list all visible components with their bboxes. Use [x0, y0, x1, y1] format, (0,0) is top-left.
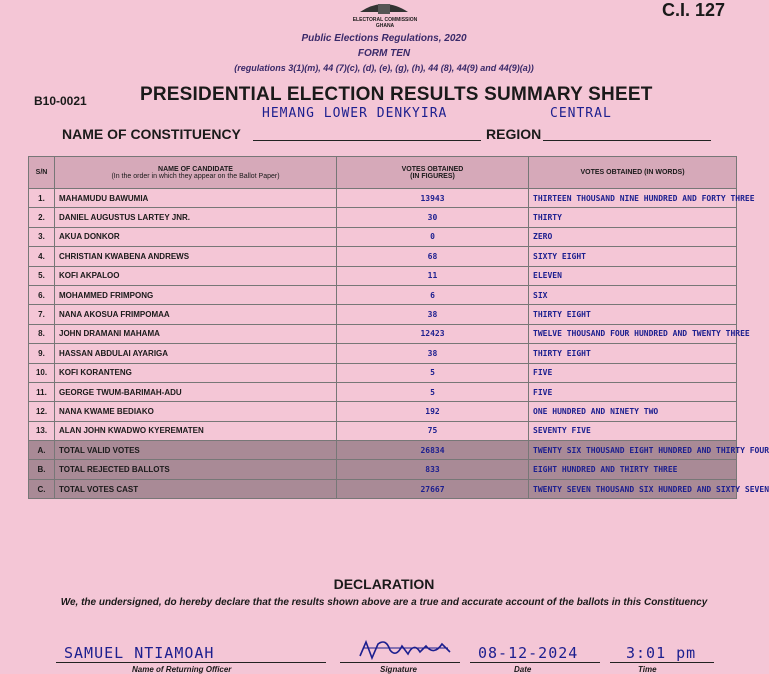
votes-words: SEVENTY FIVE [529, 421, 737, 440]
candidate-name: AKUA DONKOR [55, 227, 337, 246]
row-sn: C. [29, 479, 55, 498]
row-sn: 3. [29, 227, 55, 246]
table-row [29, 382, 737, 401]
total-row [29, 441, 737, 460]
officer-name-value: SAMUEL NTIAMOAH [64, 644, 215, 662]
votes-figures: 26834 [337, 441, 529, 460]
declaration-text: We, the undersigned, do hereby declare that the results shown above are a true and accurate account of the ballots in this Constituency [60, 597, 708, 608]
commission-label: ELECTORAL COMMISSION [352, 17, 418, 23]
coat-of-arms-icon [356, 0, 412, 16]
votes-words: ZERO [529, 227, 737, 246]
candidate-name: NANA KWAME BEDIAKO [55, 402, 337, 421]
candidate-name: CHRISTIAN KWABENA ANDREWS [55, 247, 337, 266]
votes-figures: 0 [337, 227, 529, 246]
votes-words: THIRTY EIGHT [529, 305, 737, 324]
table-row [29, 344, 737, 363]
constituency-value: HEMANG LOWER DENKYIRA [262, 106, 448, 121]
date-label: Date [514, 665, 532, 674]
votes-figures: 6 [337, 285, 529, 304]
row-sn: 11. [29, 382, 55, 401]
row-sn: 6. [29, 285, 55, 304]
votes-words: FIVE [529, 363, 737, 382]
time-value: 3:01 pm [626, 644, 697, 662]
constituency-label: NAME OF CONSTITUENCY [62, 126, 241, 142]
candidate-name: TOTAL REJECTED BALLOTS [55, 460, 337, 479]
date-value: 08-12-2024 [478, 644, 579, 662]
table-row [29, 305, 737, 324]
votes-words: THIRTY EIGHT [529, 344, 737, 363]
votes-figures: 5 [337, 382, 529, 401]
table-row [29, 266, 737, 285]
votes-figures: 11 [337, 266, 529, 285]
votes-words: ONE HUNDRED AND NINETY TWO [529, 402, 737, 421]
header-candidate-label: NAME OF CANDIDATE [158, 165, 233, 173]
row-sn: 7. [29, 305, 55, 324]
declaration-heading: DECLARATION [333, 576, 435, 592]
regulations-title: Public Elections Regulations, 2020 [301, 33, 467, 44]
signature-scribble-icon [356, 636, 456, 662]
votes-words: THIRTEEN THOUSAND NINE HUNDRED AND FORTY THREE [529, 189, 737, 208]
candidate-name: DANIEL AUGUSTUS LARTEY JNR. [55, 208, 337, 227]
header-sn: S/N [29, 157, 55, 189]
votes-figures: 38 [337, 305, 529, 324]
commission-name [340, 17, 430, 29]
regulation-refs: (regulations 3(1)(m), 44 (7)(c), (d), (e), (g), (h), 44 (8), 44(9) and 44(9)(a)) [234, 63, 534, 73]
votes-figures: 833 [337, 460, 529, 479]
table-row [29, 208, 737, 227]
date-underline [470, 662, 600, 663]
row-sn: 5. [29, 266, 55, 285]
constituency-underline [253, 140, 481, 141]
form-title: FORM TEN [357, 48, 411, 59]
results-table [28, 156, 769, 499]
votes-figures: 192 [337, 402, 529, 421]
candidate-name: HASSAN ABDULAI AYARIGA [55, 344, 337, 363]
votes-figures: 68 [337, 247, 529, 266]
officer-underline [56, 662, 326, 663]
total-row [29, 460, 737, 479]
header-figures [337, 157, 529, 189]
votes-words: ELEVEN [529, 266, 737, 285]
votes-words: TWENTY SEVEN THOUSAND SIX HUNDRED AND SIXTY SEVEN [529, 479, 737, 498]
region-underline [543, 140, 711, 141]
candidate-name: TOTAL VALID VOTES [55, 441, 337, 460]
row-sn: B. [29, 460, 55, 479]
table-row [29, 285, 737, 304]
header-words: VOTES OBTAINED (IN WORDS) [529, 157, 737, 189]
votes-figures: 27667 [337, 479, 529, 498]
table-row [29, 421, 737, 440]
candidate-name: GEORGE TWUM-BARIMAH-ADU [55, 382, 337, 401]
header-figures-label: VOTES OBTAINED [401, 165, 464, 173]
candidate-name: TOTAL VOTES CAST [55, 479, 337, 498]
row-sn: 12. [29, 402, 55, 421]
table-row [29, 363, 737, 382]
candidate-name: NANA AKOSUA FRIMPOMAA [55, 305, 337, 324]
serial-number: B10-0021 [34, 94, 87, 108]
votes-words: FIVE [529, 382, 737, 401]
votes-words: TWELVE THOUSAND FOUR HUNDRED AND TWENTY THREE [529, 324, 737, 343]
candidate-name: KOFI KORANTENG [55, 363, 337, 382]
candidate-name: MAHAMUDU BAWUMIA [55, 189, 337, 208]
signature-underline [340, 662, 460, 663]
officer-label: Name of Returning Officer [132, 665, 232, 674]
candidate-name: JOHN DRAMANI MAHAMA [55, 324, 337, 343]
candidate-name: MOHAMMED FRIMPONG [55, 285, 337, 304]
row-sn: 9. [29, 344, 55, 363]
time-underline [610, 662, 714, 663]
votes-words: THIRTY [529, 208, 737, 227]
total-row [29, 479, 737, 498]
row-sn: A. [29, 441, 55, 460]
header-candidate [55, 157, 337, 189]
votes-figures: 13943 [337, 189, 529, 208]
votes-figures: 12423 [337, 324, 529, 343]
table-row [29, 324, 737, 343]
row-sn: 13. [29, 421, 55, 440]
time-label: Time [638, 665, 657, 674]
row-sn: 10. [29, 363, 55, 382]
table-row [29, 402, 737, 421]
votes-figures: 30 [337, 208, 529, 227]
table-row [29, 189, 737, 208]
ci-number: C.I. 127 [662, 0, 726, 20]
region-value: CENTRAL [550, 106, 612, 121]
votes-words: EIGHT HUNDRED AND THIRTY THREE [529, 460, 737, 479]
signature-label: Signature [380, 665, 417, 674]
header-candidate-sub: (In the order in which they appear on the Ballot Paper) [111, 172, 280, 180]
table-row [29, 227, 737, 246]
header-figures-sub: (IN FIGURES) [410, 172, 455, 180]
country-label: GHANA [375, 23, 395, 29]
candidate-name: KOFI AKPALOO [55, 266, 337, 285]
row-sn: 8. [29, 324, 55, 343]
sheet-title: PRESIDENTIAL ELECTION RESULTS SUMMARY SHEET [140, 84, 653, 105]
results-body [29, 189, 769, 499]
row-sn: 2. [29, 208, 55, 227]
votes-figures: 5 [337, 363, 529, 382]
candidate-name: ALAN JOHN KWADWO KYEREMATEN [55, 421, 337, 440]
table-header-row [29, 157, 737, 189]
row-sn: 1. [29, 189, 55, 208]
table-row [29, 247, 737, 266]
row-sn: 4. [29, 247, 55, 266]
votes-figures: 38 [337, 344, 529, 363]
region-label: REGION [486, 126, 542, 142]
votes-words: SIXTY EIGHT [529, 247, 737, 266]
votes-words: SIX [529, 285, 737, 304]
votes-figures: 75 [337, 421, 529, 440]
votes-words: TWENTY SIX THOUSAND EIGHT HUNDRED AND THIRTY FOUR [529, 441, 737, 460]
